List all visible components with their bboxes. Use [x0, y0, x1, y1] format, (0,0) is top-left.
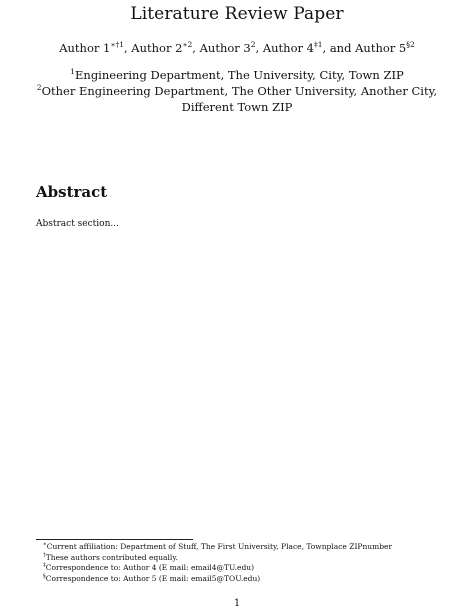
footnote-4: [43, 574, 392, 585]
author-name: Author 2: [131, 41, 183, 55]
paper-title: Literature Review Paper: [130, 4, 344, 24]
author-marks: ∗†1: [110, 40, 124, 50]
affiliation-text: Other Engineering Department, The Other University, Another City, Different Town ZIP: [41, 84, 438, 114]
footnote-2: [43, 553, 392, 564]
abstract-heading: Abstract: [36, 183, 108, 201]
affiliation-mark: 1: [70, 67, 76, 77]
page-number: 1: [233, 598, 241, 609]
author-2: [131, 41, 192, 55]
footnote-1: [43, 542, 392, 553]
author-marks: ‡1: [313, 40, 323, 50]
author-name: Author 1: [59, 41, 111, 55]
footnote-text: Current affiliation: Department of Stuff, The First University, Place, Townplace ZIPnumber: [46, 542, 393, 551]
author-separator: ,: [192, 41, 200, 55]
author-name: Author 3: [199, 41, 251, 55]
author-5: [355, 41, 415, 55]
author-marks: §2: [406, 40, 415, 50]
affiliation-list: [20, 67, 454, 115]
footnote-mark: ∗: [43, 541, 47, 548]
footnote-mark: ‡: [43, 562, 46, 569]
footnote-list: [43, 542, 392, 584]
author-marks: 2: [250, 40, 256, 50]
affiliation-2: [20, 83, 454, 115]
author-separator: ,: [255, 41, 263, 55]
author-3: [200, 41, 256, 55]
footnote-divider: [36, 539, 193, 540]
author-separator: , and: [322, 41, 356, 55]
author-name: Author 5: [355, 41, 407, 55]
author-marks: ∗2: [182, 40, 193, 50]
footnote-mark: †: [43, 552, 46, 558]
footnote-3: [43, 563, 392, 574]
author-name: Author 4: [262, 41, 314, 55]
author-1: [59, 41, 124, 55]
author-list: [0, 41, 474, 55]
author-separator: ,: [123, 41, 132, 55]
affiliation-text: Engineering Department, The University, City, Town ZIP: [75, 68, 404, 82]
footnote-text: Correspondence to: Author 4 (E mail: email4@TU.edu): [45, 563, 255, 572]
footnote-text: Correspondence to: Author 5 (E mail: email5@TOU.edu): [45, 573, 261, 583]
footnote-mark: §: [43, 573, 46, 579]
footnote-text: These authors contributed equally.: [45, 552, 178, 562]
affiliation-1: [20, 67, 454, 83]
author-4: [263, 41, 323, 55]
affiliation-mark: 2: [36, 83, 42, 93]
abstract-body: Abstract section...: [36, 219, 119, 229]
